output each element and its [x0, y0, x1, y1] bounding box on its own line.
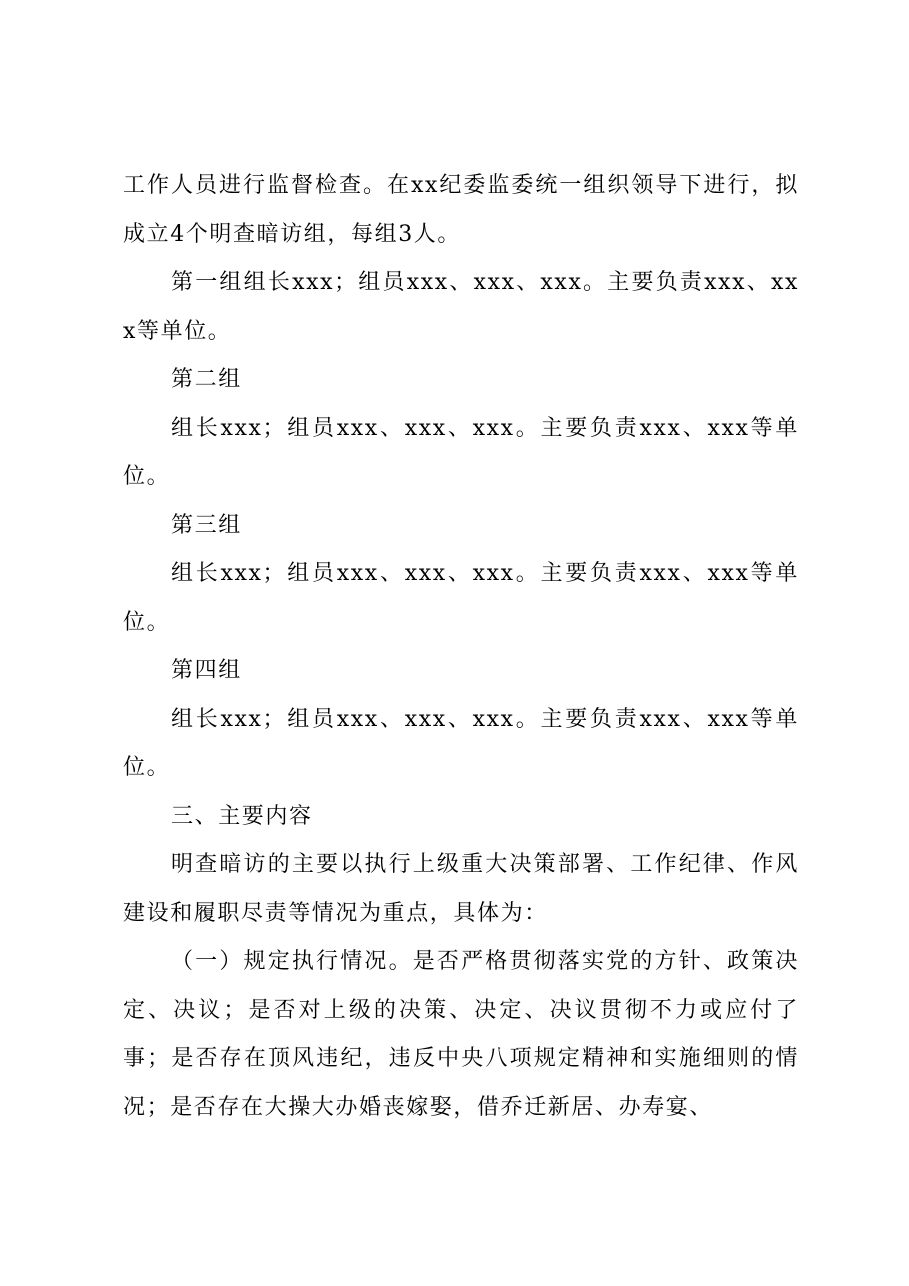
paragraph-group-one: 第一组组长xxx；组员xxx、xxx、xxx。主要负责xxx、xxx等单位。 [123, 270, 799, 344]
paragraph-group-two: 组长xxx；组员xxx、xxx、xxx。主要负责xxx、xxx等单位。 [123, 415, 799, 489]
heading-group-two: 第二组 [171, 367, 242, 392]
heading-group-four: 第四组 [171, 658, 242, 683]
section-heading-main-content: 三、主要内容 [171, 803, 313, 829]
paragraph-group-four: 组长xxx；组员xxx、xxx、xxx。主要负责xxx、xxx等单位。 [123, 706, 799, 780]
document-body [123, 162, 799, 1132]
heading-group-three: 第三组 [171, 512, 242, 538]
paragraph-group-three: 组长xxx；组员xxx、xxx、xxx。主要负责xxx、xxx等单位。 [123, 561, 799, 635]
paragraph-main-content-intro: 明查暗访的主要以执行上级重大决策部署、工作纪律、作风建设和履职尽责等情况为重点，具体为： [123, 852, 799, 926]
paragraph-rule-execution: （一）规定执行情况。是否严格贯彻落实党的方针、政策决定、决议；是否对上级的决策、决定、决议贯彻不力或应付了事；是否存在顶风违纪，违反中央八项规定精神和实施细则的情况；是否存在大操大办婚丧嫁娶，借乔迁新居、办寿宴、 [123, 949, 799, 1120]
paragraph-inspection-intro: 工作人员进行监督检查。在xx纪委监委统一组织领导下进行，拟成立4个明查暗访组，每组3人。 [123, 173, 799, 247]
